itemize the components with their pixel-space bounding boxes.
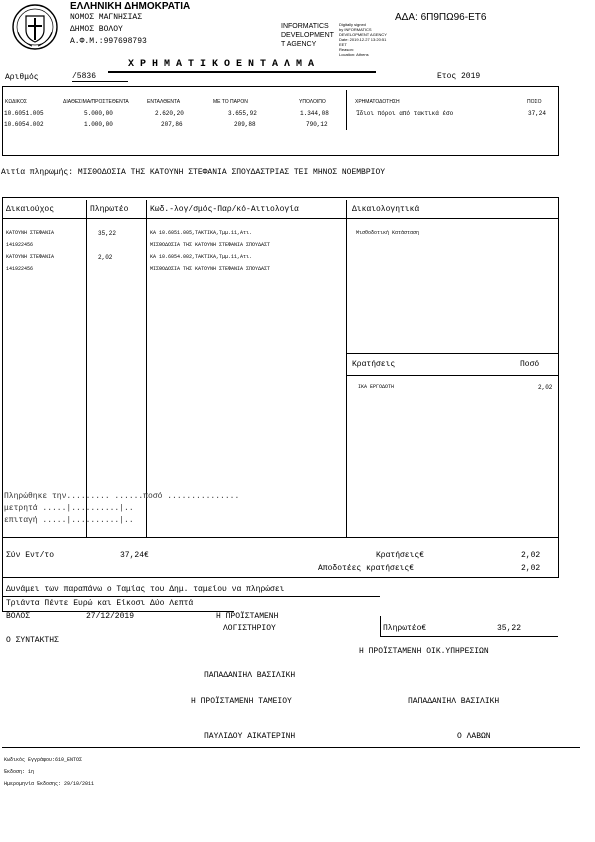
footer-document-code: Κωδικός Εγγράφου:610_ΕΝΤΟΣ xyxy=(4,757,83,763)
budget-table-left xyxy=(2,86,3,156)
greek-state-seal-icon xyxy=(10,2,60,52)
head-accounting-dept: ΛΟΓΙΣΤΗΡΙΟΥ xyxy=(223,624,276,633)
budget-header-committed: ΕΝΤΑΛΘΕΝΤΑ xyxy=(147,99,181,105)
place: ΒΟΛΟΣ xyxy=(6,612,31,621)
remit-deductions-label: Αποδοτέες κρατήσεις€ xyxy=(318,564,415,573)
payable-label: Πληρωτέο€ xyxy=(383,624,427,633)
payable-box-left xyxy=(380,616,381,636)
cashier-left xyxy=(2,577,3,612)
deductions-top xyxy=(346,353,559,354)
signature-stamp-details: Digitally signed by INFORMATICS DEVELOPMENT AGENCY Date: 2019.12.27 13:20:51 EET Reason: Location: Athens xyxy=(339,22,387,57)
header-payable: Πληρωτέο xyxy=(90,205,129,214)
deduction-name: ΙΚΑ ΕΡΓΟΔΟΤΗ xyxy=(358,384,395,390)
state-heading: ΕΛΛΗΝΙΚΗ ΔΗΜΟΚΡΑΤΙΑ xyxy=(70,1,191,12)
totals-right xyxy=(558,537,559,577)
header-code: Κωδ.-λογ/σμός-Παρ/κό-Αιτιολογία xyxy=(150,205,299,214)
deductions-header-bottom xyxy=(346,375,559,376)
total-value: 37,24€ xyxy=(120,551,149,560)
ada-code: ΑΔΑ: 6Π9ΠΩ96-ΕΤ6 xyxy=(395,12,487,23)
deductions-amount-label: Ποσό xyxy=(520,360,540,369)
main-table-left xyxy=(2,197,3,537)
municipality: ΔΗΜΟΣ ΒΟΛΟΥ xyxy=(70,25,123,34)
deduction-amount: 2,02 xyxy=(538,384,553,391)
totals-bottom xyxy=(2,577,559,578)
budget-table-divider xyxy=(346,90,347,130)
total-deductions-label: Κρατήσεις€ xyxy=(376,551,425,560)
total-label: Σύν Εντ/το xyxy=(6,551,55,560)
row-beneficiary: 141922456 xyxy=(6,242,34,248)
main-table-col3 xyxy=(346,200,347,537)
budget-row-current: 3.655,92 xyxy=(228,110,257,117)
head-finance: Η ΠΡΟΪΣΤΑΜΕΝΗ ΟΙΚ.ΥΠΗΡΕΣΙΩΝ xyxy=(359,647,489,656)
row-beneficiary: ΚΑΤΟΥΝΗ ΣΤΕΦΑΝΙΑ xyxy=(6,254,55,260)
budget-row-current: 209,88 xyxy=(234,121,256,128)
signatory-name-3: ΠΑΥΛΙΔΟΥ ΑΙΚΑΤΕΡΙΝΗ xyxy=(204,732,296,741)
main-table-col1 xyxy=(86,200,87,537)
budget-row-remaining: 1.344,08 xyxy=(300,110,329,117)
main-table-top xyxy=(2,197,559,198)
remit-deductions-value: 2,02 xyxy=(521,564,541,573)
row-payable: 2,02 xyxy=(98,254,113,261)
paid-cheque-line: επιταγή .....|..........|.. xyxy=(4,516,134,525)
budget-row-committed: 207,86 xyxy=(161,121,183,128)
header-beneficiary: Δικαιούχος xyxy=(6,205,55,214)
footer-divider xyxy=(2,747,580,748)
signature-stamp: INFORMATICS DEVELOPMENT T AGENCY xyxy=(281,23,334,48)
date: 27/12/2019 xyxy=(86,612,135,621)
row-code: ΚΑ 10.6054.002,ΤΑΚΤΙΚΑ,Τμμ.11,Ατι. xyxy=(150,254,253,260)
deductions-label: Κρατήσεις xyxy=(352,360,396,369)
title-underline xyxy=(108,71,376,73)
composer: Ο ΣΥΝΤΑΚΤΗΣ xyxy=(6,636,59,645)
row-code: ΜΙΣΘΟΔΟΣΙΑ ΤΗΣ ΚΑΤΟΥΝΗ ΣΤΕΦΑΝΙΑ ΣΠΟΥΔΑΣΤ xyxy=(150,242,271,248)
number-label: Αριθμός xyxy=(5,73,39,82)
budget-row-remaining: 790,12 xyxy=(306,121,328,128)
number-underline xyxy=(72,81,128,82)
main-table-col2 xyxy=(146,200,147,537)
funding-row-amount: 37,24 xyxy=(528,110,547,117)
budget-header-current: ΜΕ ΤΟ ΠΑΡΟΝ xyxy=(213,99,248,105)
header-documents: Δικαιολογητικά xyxy=(352,205,420,214)
budget-table-right xyxy=(558,86,559,156)
budget-table-bottom xyxy=(2,155,559,156)
budget-row-code: 10.6051.005 xyxy=(4,110,44,117)
total-deductions-value: 2,02 xyxy=(521,551,541,560)
row-beneficiary: 141922456 xyxy=(6,266,34,272)
head-accounting-title: Η ΠΡΟΪΣΤΑΜΕΝΗ xyxy=(216,612,279,621)
paid-on-line: Πληρώθηκε την......... ......ποσό ............... xyxy=(4,492,240,501)
row-payable: 35,22 xyxy=(98,230,117,237)
payable-value: 35,22 xyxy=(497,624,522,633)
paid-cash-line: μετρητά .....|..........|.. xyxy=(4,504,134,513)
document-title: Χ Ρ Η Μ Α Τ Ι Κ Ο Ε Ν Τ Α Λ Μ Α xyxy=(128,59,315,70)
funding-header: ΧΡΗΜΑΤΟΔΟΤΗΣΗ xyxy=(355,99,400,105)
prefecture: ΝΟΜΟΣ ΜΑΓΝΗΣΙΑΣ xyxy=(70,13,143,22)
afm: Α.Φ.Μ.:997698793 xyxy=(70,37,147,46)
payable-box-bottom xyxy=(380,636,558,637)
row-beneficiary: ΚΑΤΟΥΝΗ ΣΤΕΦΑΝΙΑ xyxy=(6,230,55,236)
main-table-right xyxy=(558,197,559,537)
budget-row-available: 1.000,00 xyxy=(84,121,113,128)
number-value: /5836 xyxy=(72,72,97,81)
receiver: Ο ΛΑΒΩΝ xyxy=(457,732,491,741)
row-code: ΜΙΣΘΟΔΟΣΙΑ ΤΗΣ ΚΑΤΟΥΝΗ ΣΤΕΦΑΝΙΑ ΣΠΟΥΔΑΣΤ xyxy=(150,266,271,272)
row-documents: Μισθοδοτική Κατάσταση xyxy=(356,230,420,236)
budget-table-top xyxy=(2,86,559,87)
payment-reason: Αιτία πληρωμής: ΜΙΣΘΟΔΟΣΙΑ ΤΗΣ ΚΑΤΟΥΝΗ ΣΤΕΦΑΝΙΑ ΣΠΟΥΔΑΣΤΡΙΑΣ ΤΕΙ ΜΗΝΟΣ ΝΟΕΜΒΡΙΟΥ xyxy=(1,168,386,177)
budget-header-available: ΔΙΑΘΕΣΙΜΑ/ΠΡΟΣΤΕΘΕΝΤΑ xyxy=(63,99,129,105)
funding-row-source: Ίδιοι πόροι από τακτικά έσο xyxy=(356,110,454,117)
budget-header-code: ΚΩΔΙΚΟΣ xyxy=(5,99,27,105)
budget-row-code: 10.6054.002 xyxy=(4,121,44,128)
footer-edition: Έκδοση: 1η xyxy=(4,769,35,775)
budget-header-remaining: ΥΠΟΛΟΙΠΟ xyxy=(299,99,326,105)
budget-row-committed: 2.620,20 xyxy=(155,110,184,117)
cashier-divider xyxy=(2,596,380,597)
cashier-instruction: Δυνάμει των παραπάνω ο Ταμίας του Δημ. ταμείου να πληρώσει xyxy=(6,585,285,594)
amount-in-words: Τριάντα Πέντε Ευρώ και Είκοσι Δύο Λεπτά xyxy=(6,599,194,608)
head-treasury: Η ΠΡΟΪΣΤΑΜΕΝΗ ΤΑΜΕΙΟΥ xyxy=(191,697,292,706)
footer-edition-date: Ημερομηνία Έκδοσης: 29/10/2011 xyxy=(4,781,95,787)
budget-row-available: 5.000,00 xyxy=(84,110,113,117)
signatory-name-2: ΠΑΠΑΔΑΝΙΗΛ ΒΑΣΙΛΙΚΗ xyxy=(408,697,500,706)
signatory-name-1: ΠΑΠΑΔΑΝΙΗΛ ΒΑΣΙΛΙΚΗ xyxy=(204,671,296,680)
row-code: ΚΑ 10.6051.005,ΤΑΚΤΙΚΑ,Τμμ.11,Ατι. xyxy=(150,230,253,236)
year: Ετος 2019 xyxy=(437,72,481,81)
main-table-bottom xyxy=(2,537,559,538)
funding-amount-header: ΠΟΣΟ xyxy=(527,99,542,105)
totals-left xyxy=(2,537,3,577)
